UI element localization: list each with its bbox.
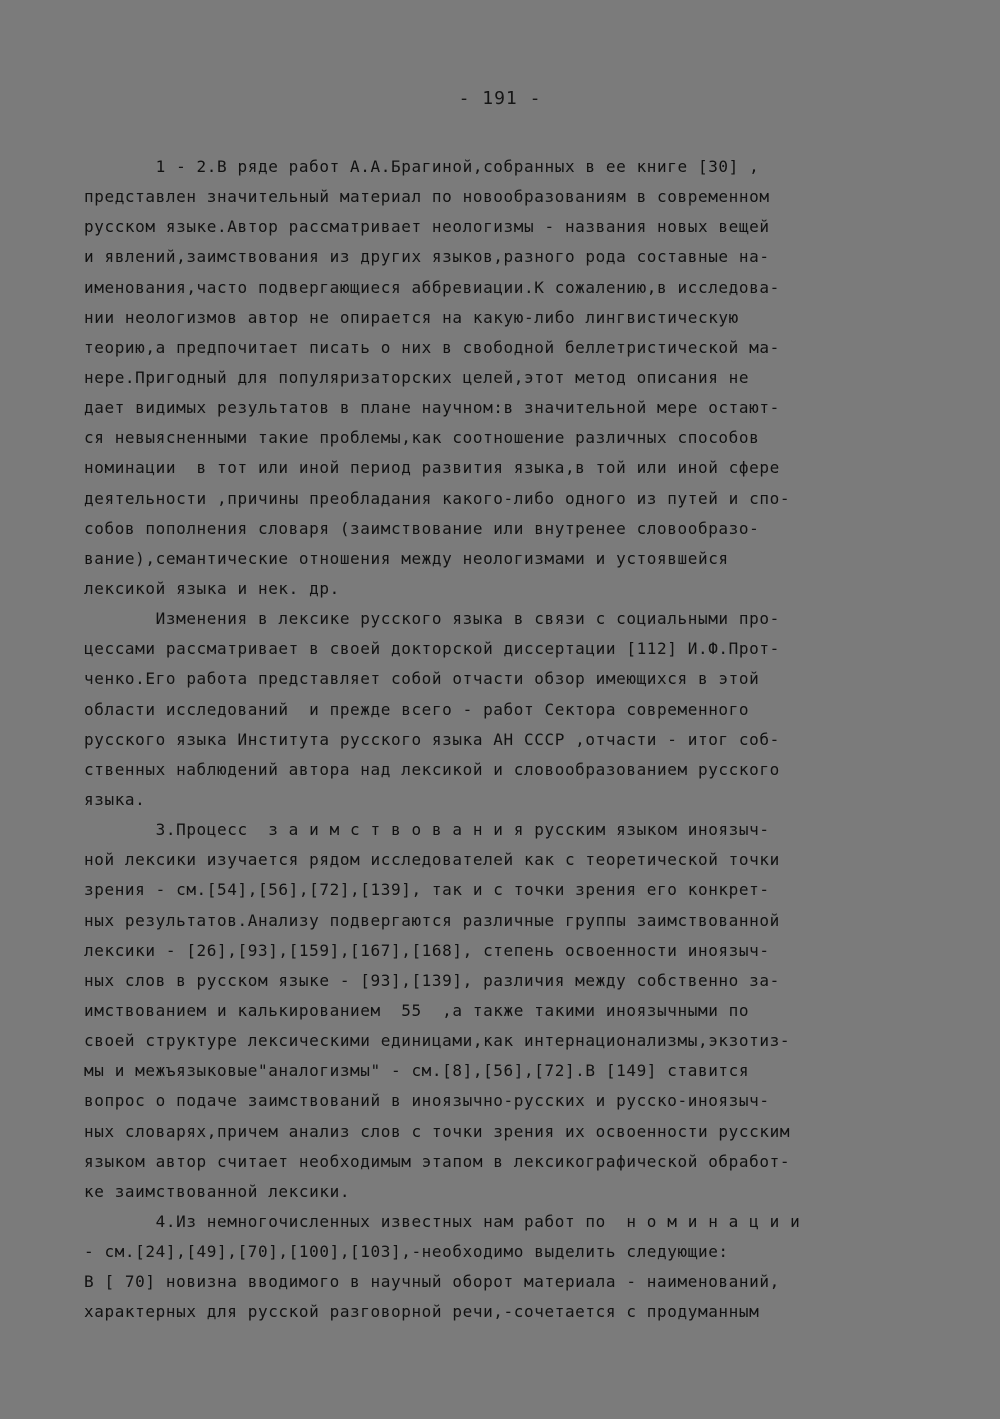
text-line: имствованием и калькированием 55 ,а также такими иноязычными по: [84, 1000, 750, 1020]
text-line: русского языка Института русского языка АН СССР ,отчасти - итог соб-: [84, 729, 780, 749]
text-line: области исследований и прежде всего - работ Сектора современного: [84, 699, 750, 719]
text-line: своей структуре лексическими единицами,как интернационализмы,экзотиз-: [84, 1031, 791, 1051]
text-line: 3.Процесс з а и м с т в о в а н и я русским языком иноязыч-: [84, 820, 770, 840]
text-line: ся невыясненными такие проблемы,как соотношение различных способов: [84, 428, 760, 448]
text-line: - см.[24],[49],[70],[100],[103],-необходимо выделить следующие:: [84, 1242, 729, 1262]
text-line: языком автор считает необходимым этапом в лексикографической обработ-: [84, 1151, 791, 1171]
text-line: нере.Пригодный для популяризаторских целей,этот метод описания не: [84, 367, 750, 387]
text-line: лексикой языка и нек. др.: [84, 578, 340, 598]
text-line: ке заимствованной лексики.: [84, 1181, 351, 1201]
text-line: 4.Из немногочисленных известных нам работ по н о м и н а ц и и: [84, 1211, 801, 1231]
text-line: ченко.Его работа представляет собой отчасти обзор имеющихся в этой: [84, 669, 760, 689]
text-line: нии неологизмов автор не опирается на какую-либо лингвистическую: [84, 307, 739, 327]
text-line: номинации в тот или иной период развития языка,в той или иной сфере: [84, 458, 780, 478]
text-line: собов пополнения словаря (заимствование или внутренее словообразо-: [84, 518, 760, 538]
text-line: дает видимых результатов в плане научном:в значительной мере остают-: [84, 398, 780, 418]
text-line: деятельности ,причины преобладания какого-либо одного из путей и спо-: [84, 488, 791, 508]
text-line: русском языке.Автор рассматривает неологизмы - названия новых вещей: [84, 217, 770, 237]
text-line: цессами рассматривает в своей докторской диссертации [112] И.Ф.Прот-: [84, 639, 780, 659]
text-line: Изменения в лексике русского языка в связи с социальными про-: [84, 609, 780, 629]
text-line: мы и межъязыковые"аналогизмы" - см.[8],[56],[72].В [149] ставится: [84, 1061, 750, 1081]
text-line: языка.: [84, 789, 146, 809]
page-number: - 191 -: [458, 88, 542, 109]
text-line: ственных наблюдений автора над лексикой и словообразованием русского: [84, 759, 780, 779]
text-line: вание),семантические отношения между неологизмами и устоявшейся: [84, 548, 729, 568]
text-line: лексики - [26],[93],[159],[167],[168], степень освоенности иноязыч-: [84, 940, 770, 960]
text-line: ных результатов.Анализу подвергаются различные группы заимствованной: [84, 910, 780, 930]
text-line: ной лексики изучается рядом исследователей как с теоретической точки: [84, 850, 780, 870]
text-line: зрения - см.[54],[56],[72],[139], так и с точки зрения его конкрет-: [84, 880, 770, 900]
body-text: [84, 152, 924, 1327]
text-line: теорию,а предпочитает писать о них в свободной беллетристической ма-: [84, 337, 780, 357]
text-line: ных словарях,причем анализ слов с точки зрения их освоенности русским: [84, 1121, 791, 1141]
text-line: В [ 70] новизна вводимого в научный оборот материала - наименований,: [84, 1272, 780, 1292]
text-line: 1 - 2.В ряде работ А.А.Брагиной,собранных в ее книге [30] ,: [84, 157, 760, 176]
text-line: представлен значительный материал по новообразованиям в современном: [84, 187, 770, 207]
text-line: именования,часто подвергающиеся аббревиации.К сожалению,в исследова-: [84, 277, 780, 297]
text-line: и явлений,заимствования из других языков,разного рода составные на-: [84, 247, 770, 267]
text-line: вопрос о подаче заимствований в иноязычно-русских и русско-иноязыч-: [84, 1091, 770, 1111]
text-line: ных слов в русском языке - [93],[139], различия между собственно за-: [84, 970, 780, 990]
text-line: характерных для русской разговорной речи,-сочетается с продуманным: [84, 1302, 760, 1322]
